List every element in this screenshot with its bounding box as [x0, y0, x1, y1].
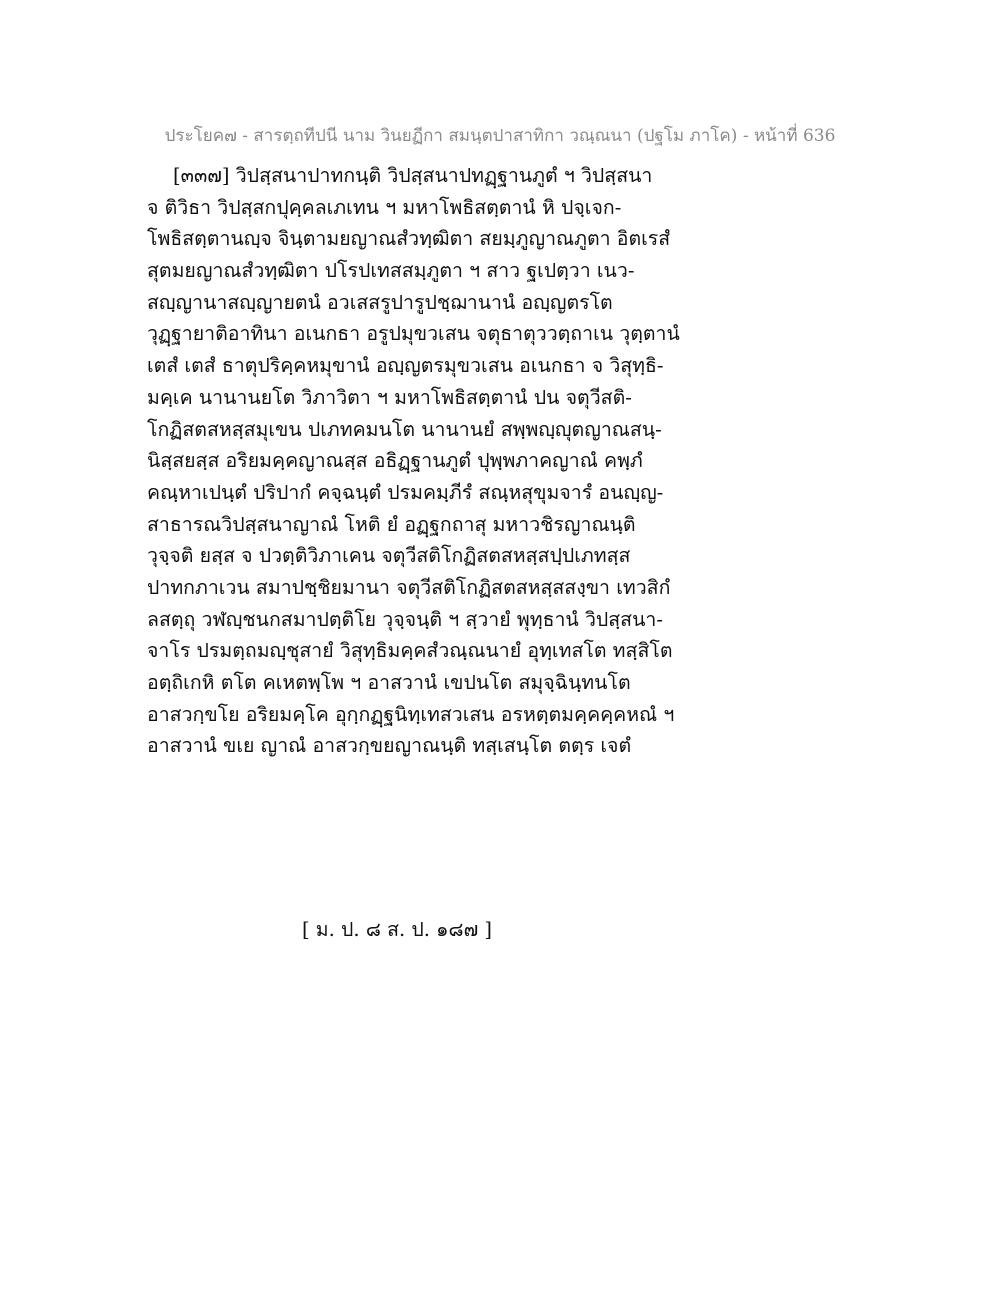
page-header: ประโยค๗ - สารตฺถทีปนี นาม วินยฏีกา สมนฺตปาสาทิกา วณฺณนา (ปฐโม ภาโค) - หน้าที่ 636 [164, 126, 836, 146]
text-line: โกฏิสตสหสฺสมุเขน ปเภทคมนโต นานานยํ สพฺพญฺญุตญาณสนฺ- [147, 417, 662, 441]
text-line: โพธิสตฺตานญฺจ จินฺตามยญาณสํวทฺฒิตา สยมฺภูญาณภูตา อิตเรสํ [147, 227, 671, 251]
text-line: ลสตฺถุ วฬญฺชนกสมาปตฺติโย วุจฺจนฺติ ฯ สฺวายํ พุทฺธานํ วิปสฺสนา- [147, 607, 663, 631]
text-line: อตฺถิเกหิ ตโต คเหตพฺโพ ฯ อาสวานํ เขปนโต สมุจฺฉินฺทนโต [147, 671, 631, 694]
text-line: สาธารณวิปสฺสนาญาณํ โหติ ยํ อฏฺฐกถาสุ มหาวชิรญาณนฺติ [147, 512, 636, 536]
text-line: จาโร ปรมตฺถมญฺชุสายํ วิสุทฺธิมคฺคสํวณฺณนายํ อุทฺเทสโต ทสฺสิโต [147, 639, 673, 663]
body-text [147, 160, 687, 762]
text-line: สญฺญานาสญฺญายตนํ อวเสสรูปารูปชฺฌานานํ อญฺญตรโต [147, 290, 613, 314]
text-line: เตสํ เตสํ ธาตุปริคฺคหมุขานํ อญฺญตรมุขวเสน อเนกธา จ วิสุทฺธิ- [147, 354, 664, 378]
text-line: จ ติวิธา วิปสฺสกปุคฺคลเภเทน ฯ มหาโพธิสตฺตานํ หิ ปจฺเจก- [147, 195, 622, 219]
text-line: มคฺเค นานานยโต วิภาวิตา ฯ มหาโพธิสตฺตานํ ปน จตุวีสติ- [147, 385, 632, 409]
text-line: วุจฺจติ ยสฺส จ ปวตฺติวิภาเคน จตุวีสติโกฏิสตสหสฺสปฺปเภทสฺส [147, 544, 631, 568]
text-line: นิสฺสยสฺส อริยมคฺคญาณสฺส อธิฏฺฐานภูตํ ปุพฺพภาคญาณํ คพฺภํ [147, 449, 643, 473]
text-line: ปาทกภาเวน สมาปชฺชิยมานา จตุวีสติโกฏิสตสหสฺสสงฺขา เทวสิกํ [147, 575, 671, 599]
text-line: คณฺหาเปนฺตํ ปริปากํ คจฺฉนฺตํ ปรมคมฺภีรํ สณฺหสุขุมจารํ อนญฺญ- [147, 480, 664, 504]
text-line: อาสวกฺขโย อริยมคฺโค อุกฺกฏฺฐนิทฺเทสวเสน อรหตฺตมคฺคคฺคหณํ ฯ [147, 702, 675, 726]
citation-reference: [ ม. ป. ๘ ส. ป. ๑๘๗ ] [302, 918, 493, 941]
text-line: สุตมยญาณสํวทฺฒิตา ปโรปเทสสมฺภูตา ฯ สาว ฐเปตฺวา เนว- [147, 259, 635, 283]
text-line: [๓๓๗] วิปสฺสนาปาทกนฺติ วิปสฺสนาปทฏฺฐานภูตํ ฯ วิปสฺสนา [173, 164, 653, 187]
text-line: อาสวานํ ขเย ญาณํ อาสวกฺขยญาณนฺติ ทสฺเสนฺโต ตตฺร เจตํ [147, 734, 632, 758]
text-line: วุฏฺฐายาติอาทินา อเนกธา อรูปมุขวเสน จตุธาตุววตฺถาเน วุตฺตานํ [147, 322, 680, 346]
